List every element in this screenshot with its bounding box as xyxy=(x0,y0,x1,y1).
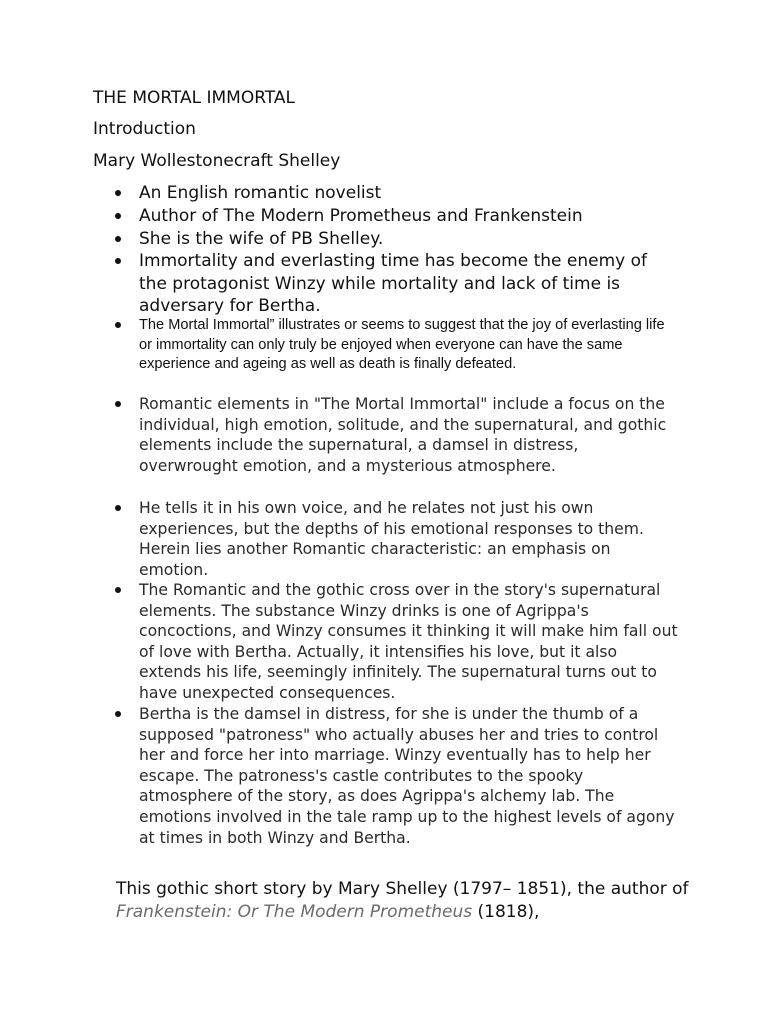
closing-text-start: This gothic short story by Mary Shelley (1797– 1851), the author of xyxy=(116,879,689,899)
bullet-icon xyxy=(115,213,121,219)
list-item-text: Immortality and everlasting time has become the enemy of the protagonist Winzy while mortality and lack of time is adversary for Bertha. xyxy=(139,251,647,316)
bullet-icon xyxy=(115,190,121,196)
list-item xyxy=(139,704,679,848)
bullet-icon xyxy=(115,401,121,407)
bullet-icon xyxy=(115,505,121,511)
section-heading: Introduction xyxy=(93,119,196,139)
list-item-text: Romantic elements in "The Mortal Immortal" include a focus on the individual, high emotion, solitude, and the supernatural, and gothic elements include the supernatural, a damsel in distress, overwrought emotion, and a mysterious atmosphere. xyxy=(139,395,667,475)
list-item xyxy=(139,316,679,375)
closing-paragraph xyxy=(116,878,696,923)
list-item-text: Bertha is the damsel in distress, for she is under the thumb of a supposed "patroness" who actually abuses her and tries to control her and force her into marriage. Winzy eventually has to help her escape. The patroness's castle contributes to the spooky atmosphere of the story, as does Agrippa's alchemy lab. The emotions involved in the tale ramp up to the highest levels of agony at times in both Winzy and Bertha. xyxy=(139,705,675,847)
list-item xyxy=(139,228,679,251)
closing-text-end: (1818), xyxy=(472,901,540,922)
list-item-text: Author of The Modern Prometheus and Frankenstein xyxy=(139,206,583,226)
document-title: THE MORTAL IMMORTAL xyxy=(93,88,295,108)
bullet-icon xyxy=(115,258,121,264)
author-heading: Mary Wollestonecraft Shelley xyxy=(93,151,341,171)
list-item xyxy=(139,580,679,704)
list-item xyxy=(139,205,679,228)
list-item-text: An English romantic novelist xyxy=(139,183,382,203)
book-reference: Frankenstein: Or The Modern Prometheus xyxy=(116,901,473,922)
list-item-text: She is the wife of PB Shelley. xyxy=(139,229,384,249)
bullet-icon xyxy=(115,236,121,242)
list-item xyxy=(139,182,679,205)
list-item xyxy=(139,250,679,318)
bullet-icon xyxy=(115,587,121,593)
list-item-text: He tells it in his own voice, and he relates not just his own experiences, but the depths of his emotional responses to them. Herein lies another Romantic characteristic: an emphasis on emotion. xyxy=(139,499,644,579)
list-item xyxy=(139,394,679,476)
bullet-icon xyxy=(115,711,121,717)
list-item-text: The Romantic and the gothic cross over in the story's supernatural elements. The substance Winzy drinks is one of Agrippa's concoctions, and Winzy consumes it thinking it will make him fall out of love with Bertha. Actually, it intensifies his love, but it also extends his life, seemingly infinitely. The supernatural turns out to have unexpected consequences. xyxy=(139,581,678,702)
list-item xyxy=(139,498,679,580)
list-item-text: The Mortal Immortal” illustrates or seems to suggest that the joy of everlasting life or immortality can only truly be enjoyed when everyone can have the same experience and ageing as well as death is finally defeated. xyxy=(139,317,665,372)
bullet-icon xyxy=(115,322,121,328)
